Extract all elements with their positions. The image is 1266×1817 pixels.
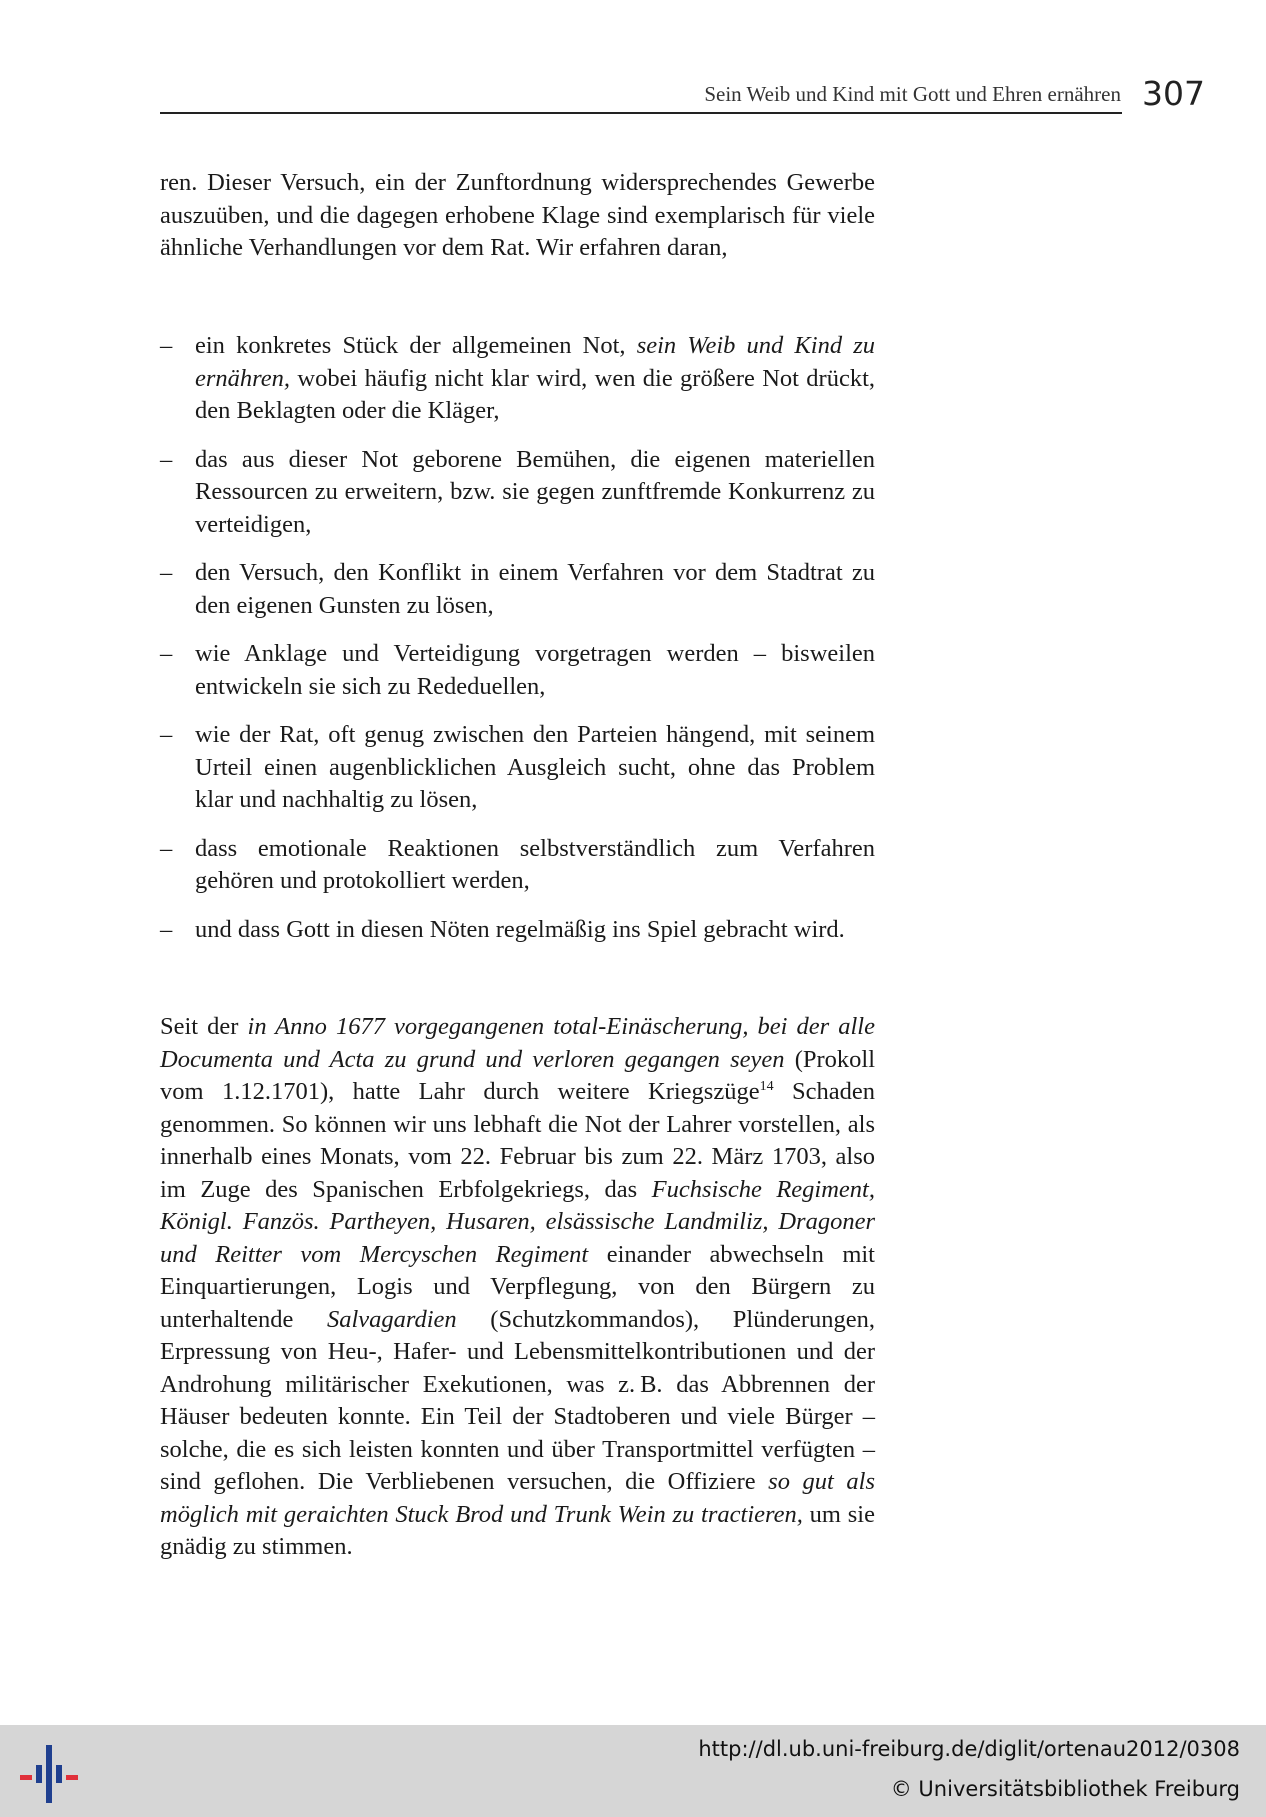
page-header — [160, 70, 1205, 115]
dash-bullet: – — [160, 834, 173, 862]
list-item: – wie der Rat, oft genug zwischen den Parteien hängend, mit seinem Urteil einen augenblicklichen Ausgleich sucht, ohne das Problem klar und nachhaltig zu lösen, — [160, 721, 875, 813]
intro-paragraph: ren. Dieser Versuch, ein der Zunftordnung widersprechendes Gewerbe auszuüben, und die dagegen erhobene Klage sind exemplarisch für viele ähnliche Verhandlungen vor dem Rat. Wir erfahren daran, — [160, 169, 875, 261]
body-paragraph: Seit der in Anno 1677 vorgegangenen total-Einäscherung, bei der alle Documenta und Acta zu grund und verloren gegangen seyen (Prokoll vom 1.12.1701), hatte Lahr durch weitere Kriegszüge$^{14}$ Schaden genommen. So können wir uns lebhaft die Not der Lahrer vorstellen, als innerhalb eines Monats, vom 22. Februar bis zum 22. März 1703, also im Zuge des Spanischen Erbfolgekriegs, das Fuchsische Regiment, Königl. Fanzös. Partheyen, Husaren, elsässische Landmiliz, Dragoner und Reitter vom Mercyschen Regiment einander abwechseln mit Einquartierungen, Logis und Verpflegung, von den Bürgern zu unterhaltende Salvagardien (Schutzkommandos), Plünderungen, Erpressung von Heu-, Hafer- und Lebensmittelkontributionen und der Androhung militärischer Exekutionen, was z. B. das Abbrennen der Häuser bedeuten konnte. Ein Teil der Stadtoberen und viele Bürger – solche, die es sich leisten konnten und über Transportmittel verfügten – sind geflohen. Die Verbliebenen versuchen, die Offiziere so gut als möglich mit geraichten Stuck Brod und Trunk Wein zu tractieren, um sie gnädig zu stimmen. — [160, 1013, 876, 1560]
list-item: – und dass Gott in diesen Nöten regelmäßig ins Spiel gebracht wird. — [160, 914, 875, 947]
list-item: – wie Anklage und Verteidigung vorgetragen werden – bisweilen entwickeln sie sich zu Rededuellen, — [160, 640, 875, 700]
list-item: – das aus dieser Not geborene Bemühen, die eigenen materiellen Ressourcen zu erweitern, bzw. sie gegen zunftfremde Konkurrenz zu verteidigen, — [160, 445, 875, 538]
running-title: Sein Weib und Kind mit Gott und Ehren ernähren — [704, 82, 1121, 106]
dash-bullet: – — [160, 640, 173, 667]
list-item: – den Versuch, den Konflikt in einem Verfahren vor dem Stadtrat zu den eigenen Gunsten zu lösen, — [160, 559, 875, 619]
page-number: 307 — [1142, 74, 1205, 113]
dash-bullet: – — [160, 445, 173, 473]
footer-bar — [0, 1725, 1266, 1817]
permalink-link[interactable]: http://dl.ub.uni-freiburg.de/diglit/ortenau2012/0308 — [698, 1737, 1240, 1761]
bullet-list — [160, 330, 875, 962]
dash-bullet: – — [160, 332, 173, 359]
dash-bullet: – — [160, 915, 173, 943]
footnote-marker[interactable]: 14 — [759, 1079, 774, 1094]
dash-bullet: – — [160, 559, 173, 586]
list-item: – ein konkretes Stück der allgemeinen Not, sein Weib und Kind zu ernähren, wobei häufig nicht klar wird, wen die größere Not drückt, den Beklagten oder die Kläger, — [160, 332, 875, 424]
header-rule — [160, 112, 1122, 114]
list-item: – dass emotionale Reaktionen selbstverständlich zum Verfahren gehören und protokolliert werden, — [160, 834, 875, 894]
ub-freiburg-logo-icon — [16, 1739, 80, 1809]
copyright-text: © Universitätsbibliothek Freiburg — [890, 1777, 1240, 1801]
dash-bullet: – — [160, 721, 173, 748]
